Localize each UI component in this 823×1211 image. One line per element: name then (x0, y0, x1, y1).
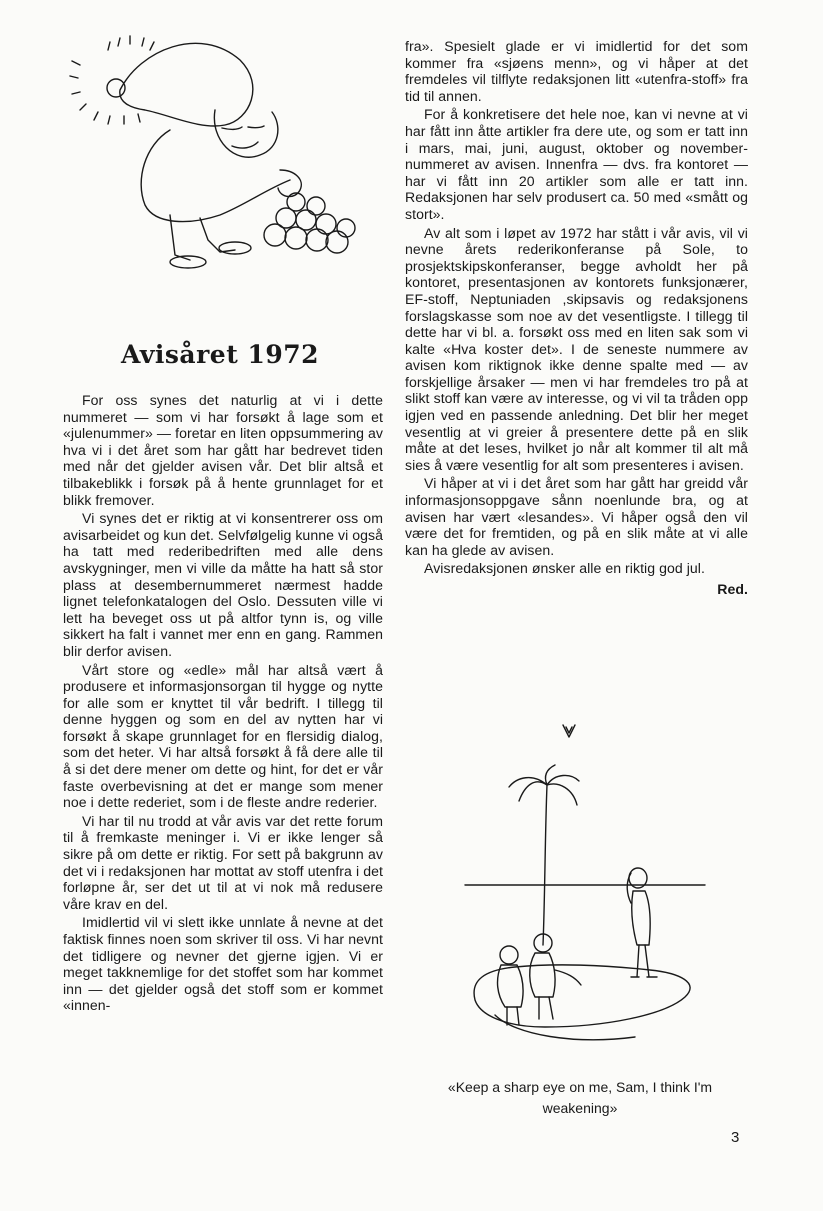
paragraph: Vi har til nu trodd at vår avis var det rette forum til å fremkaste meninger i. Vi er ikke lenger så sikre på om dette er riktig. For sett på bakgrunn av det vi i redaksjonen har mottat av stoff utenfra i det forløpne år, ser det ut til at vi nok må redusere våre krav en del. (63, 812, 383, 912)
paragraph: Vårt store og «edle» mål har altså vært å produsere et informasjonsorgan til hygge og nytte for alle som er knyttet til vår bedrift. I tillegg til denne hyggen og som en del av nytten har vi forsøkt å skape grunnlaget for en flersidig dialog, som det heter. Vi har altså forsøkt å få dere alle til å si det dere mener om dette og hint, for det er vår faste overbevisning at det er mange som mener noe i dette rederiet, som i de fleste andre rederier. (63, 661, 383, 811)
paragraph: For oss synes det naturlig at vi i dette nummeret — som vi har forsøkt å lage som et «julenummer» — foretar en liten oppsummering av hva vi i det året som har gått har bedrevet tiden med når det gjelder avisen vår. Det blir altså et tilbakeblikk i forsøk på å hente grunnlaget for et blikk fremover. (63, 392, 383, 508)
snowball-pile (264, 193, 355, 253)
paragraph: Avisredaksjonen ønsker alle en riktig god jul. (424, 560, 705, 577)
paragraph: Av alt som i løpet av 1972 har stått i vår avis, vil vi nevne årets rederikonferanse på Sole, to prosjektskipskonferanser, begge avholdt her på kontoret, presentasjonen av kontorets funksjonærer, EF-stoff, Neptuniaden ,skipsavis og redaksjonens forslagskasse som noe av det vesentligste. I tillegg til dette har vi bl. a. forsøkt oss med en liten sak som vi kalte «Hva koster det». I de seneste nummere av avisen kom riktignok ikke denne spalte med — av forskjellige årsaker — men vi har fremdeles tro på at slikt stoff kan være av interesse, og vi vil ta tråden opp igjen ved en passende anledning. Det blir her meget vesentlig at vi greier å presentere dette på en slik måte at det leses, hvilket jo når alt kommer til alt må sies å være vesentlig for alt som presenteres i avisen. (405, 224, 748, 473)
hat-shape (120, 43, 253, 126)
hat-pom-pom (107, 79, 125, 97)
body-shape (141, 130, 290, 222)
article-column-left (63, 392, 383, 1016)
paragraph: Vi håper at vi i det året som har gått har greidd vår informasjonsoppgave sånn noenlunde bra, og at avisen har vært «lesandes». Vi håper også den vil være det for fremtiden, og på en slik måte at vi alle kan ha glede av avisen. (405, 475, 748, 558)
article-title: Avisåret 1972 (120, 340, 320, 369)
signature: Red. (717, 581, 748, 597)
island-cartoon (455, 715, 715, 1055)
face-shape (214, 110, 278, 157)
paragraph: For å konkretisere det hele noe, kan vi nevne at vi har fått inn åtte artikler fra dere ute, og som er tatt inn i mars, mai, juni, august, oktober og november-nummeret av avisen. Innenfra — dvs. fra kontoret — har vi fått inn 20 artikler som alle er tatt inn. Redaksjonen har selv produsert ca. 50 med «smått og stort». (405, 106, 748, 222)
paragraph: fra». Spesielt glade er vi imidlertid for det som kommer fra «sjøens menn», og vi håper at det fremdeles vil tilflyte redaksjonen litt «utenfra-stoff» fra tid til annen. (405, 38, 748, 104)
ornament-icon (563, 725, 575, 737)
paragraph: Imidlertid vil vi slett ikke unnlate å nevne at det faktisk finnes noen som skriver til oss. Vi har nevnt det tidligere og nevner det gjerne igjen. Vi er meget takknemlige for det stoffet som har kommet inn — det gjelder også det stoff som er kommet «innen- (63, 914, 383, 1014)
nisse-illustration (50, 30, 370, 280)
seated-men (498, 934, 581, 1025)
cartoon-caption: «Keep a sharp eye on me, Sam, I think I'm weakening» (447, 1079, 713, 1116)
paragraph: Vi synes det er riktig at vi konsentrerer oss om avisarbeidet og kun det. Selvfølgelig kunne vi også ha tatt med rederibedriften med alle dens avskygninger, men vi ville da måtte ha hatt så stor plass at desembernummeret nærmest hadde lignet telefonkatalogen del Oslo. Dessuten ville vi lett ha beveget oss ut på altfor tynn is, og ville sikkert ha falt i vannet mer enn en gang. Rammen blir derfor avisen. (63, 510, 383, 659)
page-number: 3 (731, 1129, 740, 1146)
article-column-right (405, 38, 748, 600)
palm-tree (543, 785, 547, 945)
